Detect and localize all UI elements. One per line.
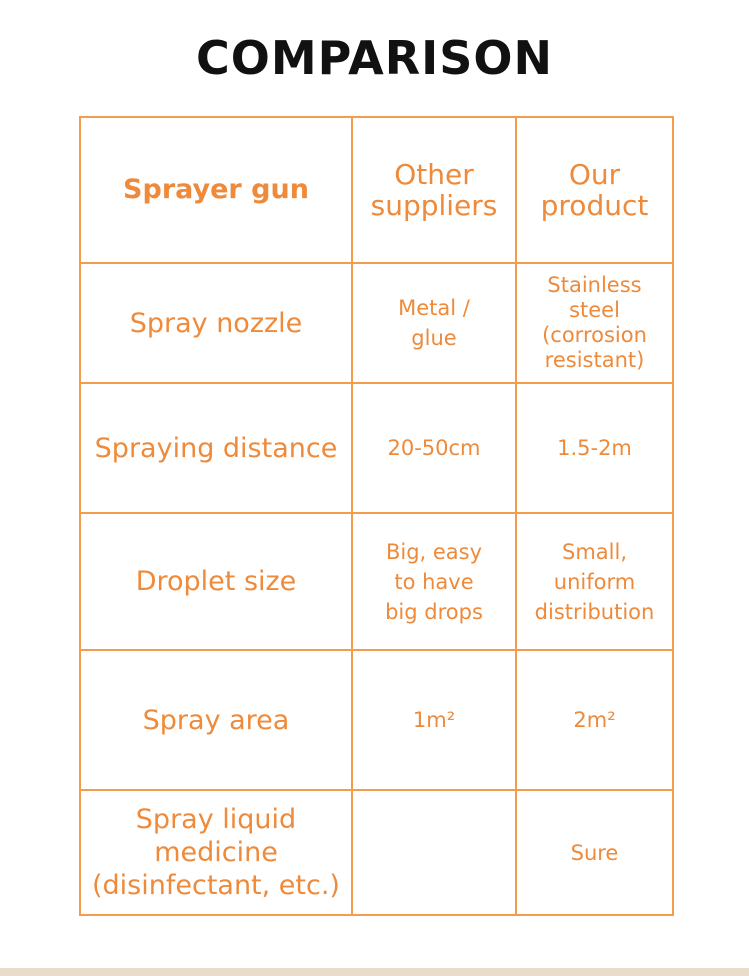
value-line: resistant): [544, 348, 645, 372]
row-other-cell: [352, 383, 516, 513]
value-line: 2m²: [573, 708, 616, 732]
row-other-cell: [352, 650, 516, 790]
table-header-row: [80, 117, 673, 263]
value-line: (corrosion: [542, 323, 647, 347]
value-line: big drops: [385, 599, 483, 624]
row-ours-cell: [516, 513, 673, 650]
value-line: glue: [411, 326, 457, 350]
value-line: Small,: [562, 539, 627, 564]
row-feature-cell: [80, 513, 352, 650]
header-other-suppliers-cell: [352, 117, 516, 263]
row-ours-cell: [516, 383, 673, 513]
table-row: [80, 263, 673, 383]
table-row: [80, 790, 673, 915]
value-line: Sure: [570, 840, 619, 865]
value-line: to have: [394, 569, 474, 594]
value-line: Metal /: [398, 296, 470, 320]
table-row: [80, 383, 673, 513]
value-line: Stainless: [547, 273, 642, 297]
feature-line: Spraying distance: [94, 432, 338, 464]
header-ours-line: Our: [568, 158, 621, 191]
page-title: COMPARISON: [196, 31, 553, 85]
feature-line: Spray nozzle: [129, 307, 303, 339]
comparison-table: [79, 116, 674, 916]
feature-line: (disinfectant, etc.): [92, 870, 340, 901]
row-ours-cell: [516, 790, 673, 915]
header-other-line: Other: [394, 158, 474, 191]
row-other-cell: [352, 263, 516, 383]
value-line: 1.5-2m: [557, 436, 632, 460]
value-line: steel: [569, 298, 620, 322]
value-line: Big, easy: [385, 539, 483, 564]
row-feature-cell: [80, 383, 352, 513]
row-ours-cell: [516, 650, 673, 790]
header-feature-cell: Sprayer gun: [80, 117, 352, 263]
feature-line: Spray liquid: [135, 804, 297, 835]
row-other-cell-empty: [352, 790, 516, 915]
value-line: distribution: [534, 599, 655, 624]
row-feature-cell: [80, 650, 352, 790]
feature-line: Spray area: [142, 704, 290, 736]
value-line: uniform: [553, 569, 636, 594]
table-row: [80, 650, 673, 790]
header-our-product-cell: [516, 117, 673, 263]
header-other-line: suppliers: [370, 189, 498, 222]
feature-line: Droplet size: [135, 566, 297, 597]
row-feature-cell: [80, 790, 352, 915]
row-feature-cell: [80, 263, 352, 383]
row-ours-cell: [516, 263, 673, 383]
table-row: [80, 513, 673, 650]
header-ours-line: product: [540, 189, 649, 222]
row-other-cell: [352, 513, 516, 650]
feature-line: medicine: [154, 837, 278, 868]
value-line: 1m²: [412, 708, 456, 732]
bottom-divider: [0, 968, 749, 976]
value-line: 20-50cm: [387, 436, 481, 460]
